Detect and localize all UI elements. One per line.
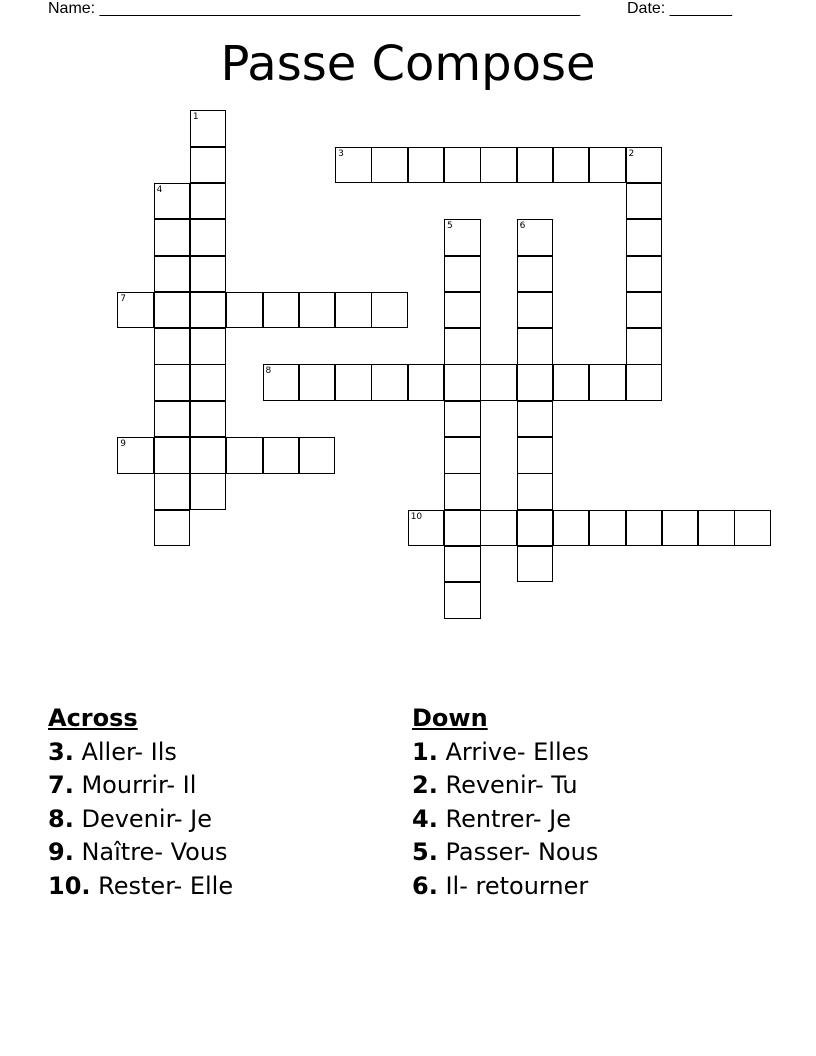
clue-text: Arrive- Elles (445, 737, 589, 766)
crossword-cell[interactable] (444, 510, 481, 547)
crossword-cell[interactable] (154, 292, 191, 329)
clue-text: Naître- Vous (81, 838, 228, 866)
clue-text: Rester- Elle (98, 871, 234, 900)
clue-number: 5. (412, 838, 438, 866)
crossword-cell[interactable] (444, 473, 481, 510)
crossword-cell[interactable] (154, 473, 191, 510)
clue-number: 7. (48, 771, 74, 799)
crossword-cell[interactable] (444, 546, 481, 583)
clue-number-label: 4 (156, 184, 163, 195)
crossword-cell[interactable] (626, 256, 663, 293)
crossword-cell[interactable] (408, 510, 445, 547)
crossword-cell[interactable] (154, 328, 191, 365)
name-field-label: Name: ______________________________________________________ (48, 0, 581, 17)
crossword-cell[interactable] (154, 219, 191, 256)
crossword-cell[interactable] (371, 364, 408, 401)
crossword-cell[interactable] (589, 510, 626, 547)
clue-number: 10. (48, 871, 91, 900)
crossword-cell[interactable] (408, 147, 445, 184)
crossword-cell[interactable] (517, 401, 554, 438)
crossword-cell[interactable] (371, 147, 408, 184)
crossword-cell[interactable] (626, 147, 663, 184)
crossword-cell[interactable] (517, 292, 554, 329)
clue-text: Passer- Nous (445, 838, 599, 866)
crossword-cell[interactable] (589, 147, 626, 184)
crossword-cell[interactable] (480, 147, 517, 184)
crossword-cell[interactable] (734, 510, 771, 547)
crossword-cell[interactable] (517, 219, 554, 256)
crossword-cell[interactable] (190, 110, 227, 147)
crossword-cell[interactable] (263, 364, 300, 401)
crossword-cell[interactable] (517, 473, 554, 510)
crossword-cell[interactable] (626, 364, 663, 401)
crossword-cell[interactable] (553, 147, 590, 184)
clue-across-9 (48, 836, 233, 870)
clue-number-label: 7 (120, 293, 127, 304)
clue-number: 4. (412, 804, 438, 833)
crossword-cell[interactable] (263, 437, 300, 474)
clue-text: Il- retourner (445, 871, 589, 900)
crossword-cell[interactable] (263, 292, 300, 329)
crossword-cell[interactable] (444, 582, 481, 619)
crossword-cell[interactable] (154, 256, 191, 293)
crossword-cell[interactable] (444, 256, 481, 293)
crossword-cell[interactable] (190, 256, 227, 293)
crossword-cell[interactable] (444, 219, 481, 256)
crossword-cell[interactable] (444, 364, 481, 401)
crossword-cell[interactable] (553, 510, 590, 547)
clue-number: 8. (48, 804, 74, 833)
crossword-cell[interactable] (190, 328, 227, 365)
clue-number-label: 6 (519, 221, 526, 232)
crossword-cell[interactable] (444, 328, 481, 365)
crossword-cell[interactable] (154, 510, 191, 547)
clue-number: 2. (412, 771, 438, 799)
crossword-cell[interactable] (626, 219, 663, 256)
crossword-cell[interactable] (154, 437, 191, 474)
crossword-cell[interactable] (444, 437, 481, 474)
crossword-cell[interactable] (299, 292, 336, 329)
down-clues (412, 702, 598, 903)
crossword-cell[interactable] (190, 437, 227, 474)
clue-number-label: 9 (120, 439, 127, 449)
clue-across-7 (48, 769, 233, 803)
clue-number-label: 10 (410, 511, 423, 522)
clue-number-label: 1 (192, 112, 199, 123)
clue-across-3 (48, 736, 233, 770)
clue-down-1 (412, 736, 598, 770)
crossword-cell[interactable] (698, 510, 735, 547)
crossword-cell[interactable] (190, 473, 227, 510)
clue-down-2 (412, 769, 598, 803)
crossword-cell[interactable] (444, 401, 481, 438)
clue-text: Mourrir- Il (81, 771, 197, 799)
crossword-cell[interactable] (626, 292, 663, 329)
across-clues (48, 702, 233, 903)
clue-number-label: 8 (265, 366, 272, 377)
crossword-cell[interactable] (517, 328, 554, 365)
clue-text: Aller- Ils (81, 737, 177, 766)
crossword-cell[interactable] (480, 510, 517, 547)
crossword-cell[interactable] (517, 147, 554, 184)
crossword-cell[interactable] (190, 401, 227, 438)
crossword-cell[interactable] (299, 437, 336, 474)
crossword-cell[interactable] (335, 364, 372, 401)
crossword-cell[interactable] (553, 364, 590, 401)
clue-number-label: 2 (628, 148, 635, 159)
crossword-cell[interactable] (444, 292, 481, 329)
crossword-cell[interactable] (444, 147, 481, 184)
clue-down-5 (412, 836, 598, 870)
crossword-cell[interactable] (517, 437, 554, 474)
page-title: Passe Compose (220, 36, 596, 92)
clue-number-label: 3 (338, 148, 344, 159)
date-field-label: Date: _______ (627, 0, 732, 17)
down-heading: Down (412, 704, 488, 732)
clue-number: 3. (48, 737, 74, 766)
clue-number: 1. (412, 737, 438, 766)
crossword-cell[interactable] (154, 183, 191, 220)
crossword-cell[interactable] (517, 546, 554, 583)
crossword-cell[interactable] (117, 437, 154, 474)
crossword-cell[interactable] (226, 437, 263, 474)
crossword-cell[interactable] (335, 147, 372, 184)
clue-number: 9. (48, 838, 74, 866)
crossword-cell[interactable] (190, 292, 227, 329)
crossword-cell[interactable] (335, 292, 372, 329)
clue-text: Rentrer- Je (445, 804, 572, 833)
clue-down-4 (412, 803, 598, 837)
crossword-cell[interactable] (517, 256, 554, 293)
clue-down-6 (412, 870, 598, 904)
crossword-cell[interactable] (154, 401, 191, 438)
clue-number: 6. (412, 871, 438, 900)
crossword-cell[interactable] (190, 183, 227, 220)
across-heading: Across (48, 704, 138, 732)
crossword-cell[interactable] (662, 510, 699, 547)
crossword-cell[interactable] (626, 183, 663, 220)
crossword-cell[interactable] (299, 364, 336, 401)
crossword-cell[interactable] (190, 219, 227, 256)
crossword-cell[interactable] (517, 510, 554, 547)
clue-text: Devenir- Je (81, 804, 213, 833)
crossword-cell[interactable] (226, 292, 263, 329)
crossword-cell[interactable] (626, 510, 663, 547)
crossword-cell[interactable] (190, 364, 227, 401)
crossword-cell[interactable] (408, 364, 445, 401)
crossword-cell[interactable] (480, 364, 517, 401)
crossword-cell[interactable] (190, 147, 227, 184)
crossword-cell[interactable] (517, 364, 554, 401)
clue-across-8 (48, 803, 233, 837)
crossword-cell[interactable] (154, 364, 191, 401)
crossword-cell[interactable] (117, 292, 154, 329)
crossword-cell[interactable] (589, 364, 626, 401)
clue-number-label: 5 (447, 221, 453, 232)
crossword-cell[interactable] (626, 328, 663, 365)
crossword-cell[interactable] (371, 292, 408, 329)
clue-text: Revenir- Tu (445, 771, 578, 799)
clue-across-10 (48, 870, 233, 904)
